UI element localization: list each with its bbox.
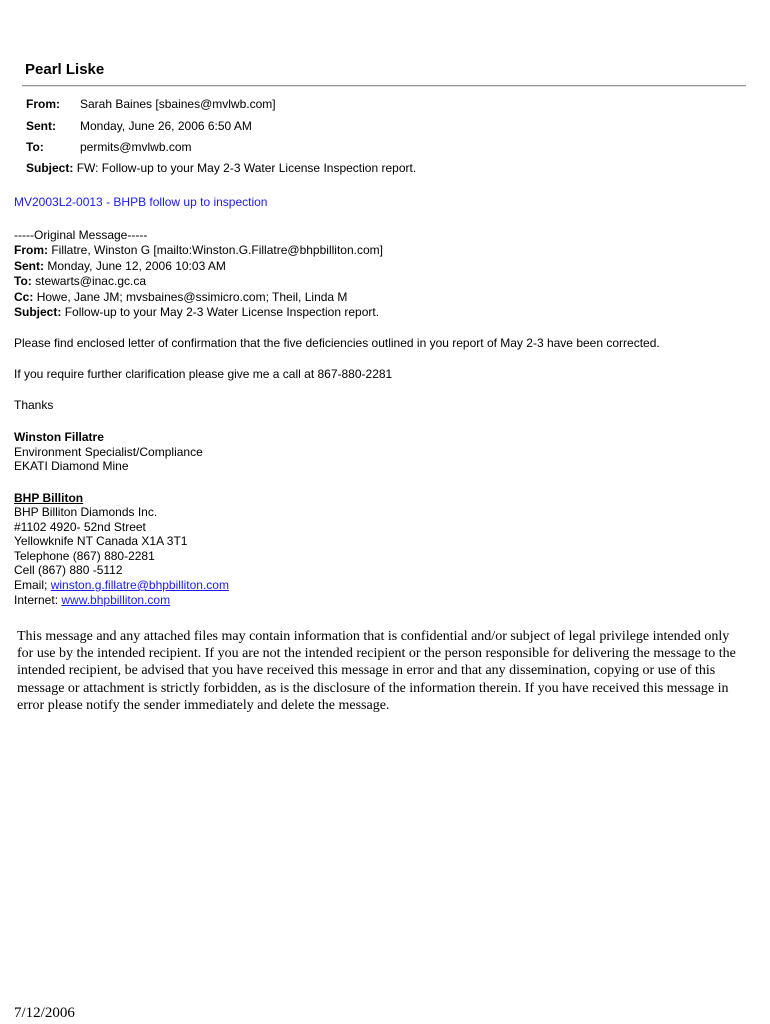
body-paragraph: Please find enclosed letter of confirmation that the five deficiencies outlined in you report of May 2-3 have been corrected. <box>14 336 660 350</box>
signature-internet-row <box>14 593 170 608</box>
sent-label: Sent: <box>26 119 56 133</box>
original-to-value: stewarts@inac.gc.ca <box>35 274 146 288</box>
signature-mine: EKATI Diamond Mine <box>14 459 129 473</box>
signature-website-link[interactable]: www.bhpbilliton.com <box>61 593 171 607</box>
subject-value: FW: Follow-up to your May 2-3 Water License Inspection report. <box>76 161 417 175</box>
signature-address-line: #1102 4920- 52nd Street <box>14 520 146 534</box>
signature-internet-label: Internet: <box>14 593 59 607</box>
signature-address-line: Yellowknife NT Canada X1A 3T1 <box>14 534 188 548</box>
original-to-label: To: <box>14 274 32 288</box>
confidentiality-disclaimer: This message and any attached files may contain information that is confidential and/or subject of legal privilege intended only for use by the intended recipient. If you are not the intended recipient or the person responsible for delivering the message to the intended recipient, be advised that you have received this message in error and that any dissemination, copying or use of this message or attachment is strictly forbidden, as is the disclosure of the information therein. If you have received this message in error please notify the sender immediately and delete the message. <box>17 629 736 713</box>
original-cc-row <box>14 290 347 305</box>
signature-company: BHP Billiton <box>14 491 84 505</box>
subject-label: Subject: <box>26 161 74 175</box>
signature-telephone: Telephone (867) 880-2281 <box>14 549 155 563</box>
original-message-divider: -----Original Message----- <box>14 228 148 242</box>
original-subject-row <box>14 305 379 320</box>
original-from-row <box>14 243 383 258</box>
original-from-value: Fillatre, Winston G [mailto:Winston.G.Fillatre@bhpbilliton.com] <box>51 243 383 257</box>
original-cc-value: Howe, Jane JM; mvsbaines@ssimicro.com; Theil, Linda M <box>36 290 348 304</box>
reference-link[interactable]: MV2003L2-0013 - BHPB follow up to inspection <box>14 195 268 209</box>
header-divider <box>22 85 746 87</box>
original-sent-row <box>14 259 226 274</box>
original-sent-value: Monday, June 12, 2006 10:03 AM <box>47 259 226 273</box>
body-paragraph: If you require further clarification please give me a call at 867-880-2281 <box>14 367 393 381</box>
to-value: permits@mvlwb.com <box>80 140 192 154</box>
signature-email-row <box>14 578 229 593</box>
original-subject-label: Subject: <box>14 305 62 319</box>
original-subject-value: Follow-up to your May 2-3 Water License Inspection report. <box>64 305 380 319</box>
signature-company-full: BHP Billiton Diamonds Inc. <box>14 505 158 519</box>
from-value: Sarah Baines [sbaines@mvlwb.com] <box>80 97 276 111</box>
original-to-row <box>14 274 146 289</box>
subject-row <box>26 161 416 175</box>
signature-email-link[interactable]: winston.g.fillatre@bhpbilliton.com <box>50 578 229 592</box>
signature-title: Environment Specialist/Compliance <box>14 445 203 459</box>
original-from-label: From: <box>14 243 48 257</box>
signature-name: Winston Fillatre <box>14 430 104 444</box>
original-cc-label: Cc: <box>14 290 34 304</box>
body-thanks: Thanks <box>14 398 54 412</box>
sent-value: Monday, June 26, 2006 6:50 AM <box>80 119 252 133</box>
to-label: To: <box>26 140 44 154</box>
print-date: 7/12/2006 <box>14 1005 75 1021</box>
original-sent-label: Sent: <box>14 259 44 273</box>
from-label: From: <box>26 97 60 111</box>
signature-cell: Cell (867) 880 -5112 <box>14 563 123 577</box>
signature-email-label: Email; <box>14 578 48 592</box>
mailbox-owner-name: Pearl Liske <box>25 61 105 78</box>
